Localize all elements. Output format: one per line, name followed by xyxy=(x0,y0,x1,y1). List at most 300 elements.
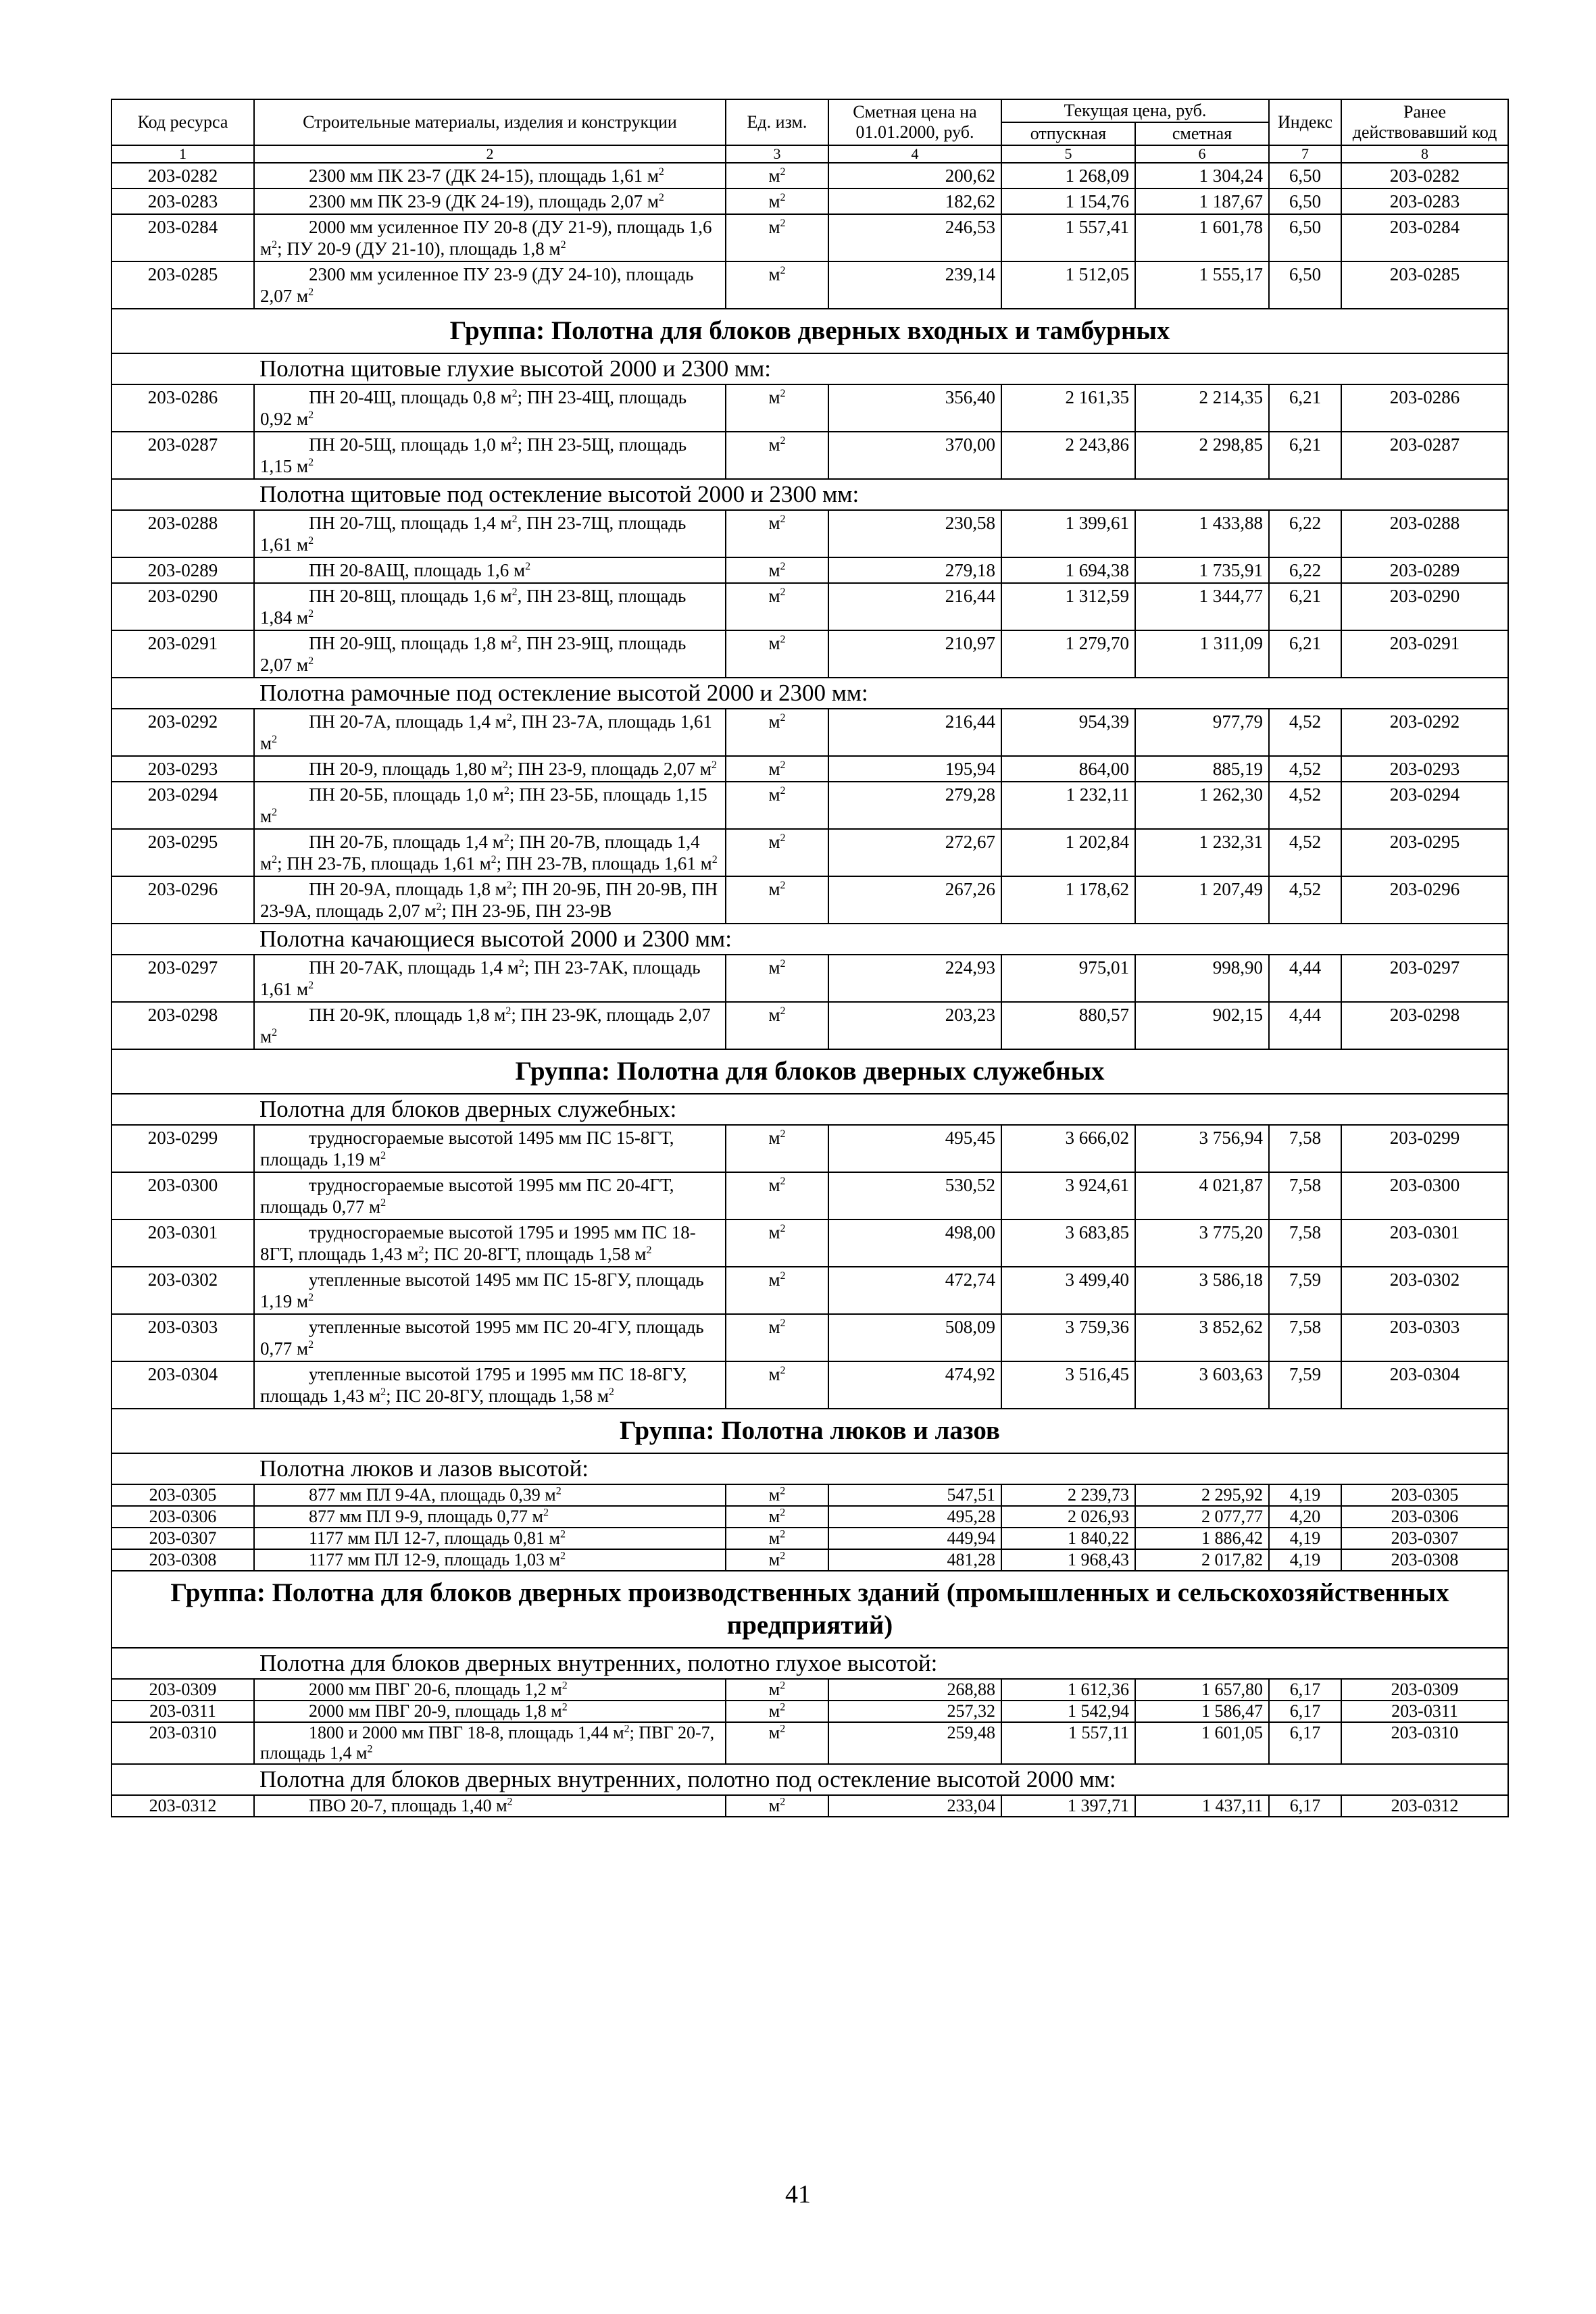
index-cell: 6,22 xyxy=(1269,510,1341,557)
estimate-price-cell: 1 304,24 xyxy=(1135,163,1269,188)
table-row xyxy=(111,214,1508,261)
column-number-row xyxy=(111,145,1508,163)
resource-code: 203-0292 xyxy=(111,709,254,756)
resource-code: 203-0301 xyxy=(111,1219,254,1267)
estimate-price-cell: 3 603,63 xyxy=(1135,1361,1269,1409)
material-name: 1800 и 2000 мм ПВГ 18-8, площадь 1,44 $м^2$; ПВГ 20-7, площадь 1,4 $м^2$ xyxy=(254,1722,726,1764)
material-name: ПН 20-8Щ, площадь 1,6 $м^2$, ПН 23-8Щ, площадь 1,84 $м^2$ xyxy=(254,583,726,630)
material-name: 2300 мм ПК 23-7 (ДК 24-15), площадь 1,61 $м^2$ xyxy=(254,163,726,188)
resource-code: 203-0288 xyxy=(111,510,254,557)
estimate-price-cell: 2 017,82 xyxy=(1135,1549,1269,1571)
index-cell: 4,52 xyxy=(1269,756,1341,782)
table-row xyxy=(111,1679,1508,1701)
prev-code-cell: 203-0310 xyxy=(1341,1722,1508,1764)
group-heading: Группа: Полотна для блоков дверных служебных xyxy=(111,1049,1508,1094)
base-price-cell: 224,93 xyxy=(828,955,1001,1002)
column-number: 4 xyxy=(828,145,1001,163)
estimate-price-cell: 977,79 xyxy=(1135,709,1269,756)
resource-code: 203-0306 xyxy=(111,1506,254,1528)
prev-code-cell: 203-0292 xyxy=(1341,709,1508,756)
unit-cell: $м^2$ xyxy=(726,955,828,1002)
resource-code: 203-0295 xyxy=(111,829,254,876)
estimate-price-cell: 3 756,94 xyxy=(1135,1125,1269,1172)
prev-code-cell: 203-0286 xyxy=(1341,384,1508,432)
estimate-price-cell: 885,19 xyxy=(1135,756,1269,782)
estimate-price-cell: 1 437,11 xyxy=(1135,1795,1269,1817)
unit-cell: $м^2$ xyxy=(726,261,828,309)
table-row xyxy=(111,1701,1508,1722)
table-row xyxy=(111,1722,1508,1764)
group-heading-row xyxy=(111,1049,1508,1094)
prev-code-cell: 203-0299 xyxy=(1341,1125,1508,1172)
resource-code: 203-0307 xyxy=(111,1528,254,1549)
column-number: 8 xyxy=(1341,145,1508,163)
unit-cell: $м^2$ xyxy=(726,1795,828,1817)
unit-cell: $м^2$ xyxy=(726,1506,828,1528)
release-price-cell: 3 516,45 xyxy=(1001,1361,1135,1409)
prev-code-cell: 203-0298 xyxy=(1341,1002,1508,1049)
release-price-cell: 864,00 xyxy=(1001,756,1135,782)
unit-cell: $м^2$ xyxy=(726,1701,828,1722)
subgroup-heading: Полотна для блоков дверных внутренних, полотно глухое высотой: xyxy=(111,1648,1508,1679)
base-price-cell: 279,28 xyxy=(828,782,1001,829)
prev-code-cell: 203-0291 xyxy=(1341,630,1508,678)
base-price-cell: 230,58 xyxy=(828,510,1001,557)
column-number: 6 xyxy=(1135,145,1269,163)
group-heading: Группа: Полотна для блоков дверных входных и тамбурных xyxy=(111,309,1508,353)
resource-code: 203-0299 xyxy=(111,1125,254,1172)
header-code: Код ресурса xyxy=(111,99,254,145)
base-price-cell: 474,92 xyxy=(828,1361,1001,1409)
estimate-price-cell: 1 344,77 xyxy=(1135,583,1269,630)
table-row xyxy=(111,782,1508,829)
table-row xyxy=(111,1506,1508,1528)
prev-code-cell: 203-0295 xyxy=(1341,829,1508,876)
resource-code: 203-0308 xyxy=(111,1549,254,1571)
resource-code: 203-0310 xyxy=(111,1722,254,1764)
base-price-cell: 257,32 xyxy=(828,1701,1001,1722)
index-cell: 7,59 xyxy=(1269,1361,1341,1409)
estimate-price-cell: 1 601,05 xyxy=(1135,1722,1269,1764)
material-name: ПН 20-4Щ, площадь 0,8 $м^2$; ПН 23-4Щ, площадь 0,92 $м^2$ xyxy=(254,384,726,432)
column-number: 2 xyxy=(254,145,726,163)
unit-cell: $м^2$ xyxy=(726,163,828,188)
table-body xyxy=(111,163,1508,1817)
material-name: 2000 мм ПВГ 20-9, площадь 1,8 $м^2$ xyxy=(254,1701,726,1722)
prev-code-cell: 203-0301 xyxy=(1341,1219,1508,1267)
estimate-price-cell: 2 214,35 xyxy=(1135,384,1269,432)
resource-code: 203-0296 xyxy=(111,876,254,924)
header-unit: Ед. изм. xyxy=(726,99,828,145)
release-price-cell: 1 202,84 xyxy=(1001,829,1135,876)
material-name: ПН 20-9, площадь 1,80 $м^2$; ПН 23-9, площадь 2,07 $м^2$ xyxy=(254,756,726,782)
estimate-price-cell: 1 207,49 xyxy=(1135,876,1269,924)
prev-code-cell: 203-0283 xyxy=(1341,188,1508,214)
material-name: ПН 20-7АК, площадь 1,4 $м^2$; ПН 23-7АК, площадь 1,61 $м^2$ xyxy=(254,955,726,1002)
index-cell: 7,59 xyxy=(1269,1267,1341,1314)
prev-code-cell: 203-0306 xyxy=(1341,1506,1508,1528)
resource-code: 203-0289 xyxy=(111,557,254,583)
material-name: ПН 20-7А, площадь 1,4 $м^2$, ПН 23-7А, площадь 1,61 $м^2$ xyxy=(254,709,726,756)
release-price-cell: 3 759,36 xyxy=(1001,1314,1135,1361)
prev-code-cell: 203-0289 xyxy=(1341,557,1508,583)
material-name: утепленные высотой 1795 и 1995 мм ПС 18-8ГУ, площадь 1,43 $м^2$; ПС 20-8ГУ, площадь 1,58 $м^2$ xyxy=(254,1361,726,1409)
group-heading-row xyxy=(111,1571,1508,1648)
unit-cell: $м^2$ xyxy=(726,1172,828,1219)
release-price-cell: 2 026,93 xyxy=(1001,1506,1135,1528)
resource-code: 203-0294 xyxy=(111,782,254,829)
unit-cell: $м^2$ xyxy=(726,1002,828,1049)
base-price-cell: 216,44 xyxy=(828,709,1001,756)
table-row xyxy=(111,583,1508,630)
resource-code: 203-0286 xyxy=(111,384,254,432)
base-price-cell: 508,09 xyxy=(828,1314,1001,1361)
resource-code: 203-0284 xyxy=(111,214,254,261)
table-row xyxy=(111,1267,1508,1314)
estimate-price-cell: 3 852,62 xyxy=(1135,1314,1269,1361)
header-name: Строительные материалы, изделия и конструкции xyxy=(254,99,726,145)
resource-code: 203-0309 xyxy=(111,1679,254,1701)
material-name: утепленные высотой 1495 мм ПС 15-8ГУ, площадь 1,19 $м^2$ xyxy=(254,1267,726,1314)
release-price-cell: 1 312,59 xyxy=(1001,583,1135,630)
release-price-cell: 1 154,76 xyxy=(1001,188,1135,214)
index-cell: 6,50 xyxy=(1269,261,1341,309)
unit-cell: $м^2$ xyxy=(726,1549,828,1571)
estimate-price-cell: 902,15 xyxy=(1135,1002,1269,1049)
release-price-cell: 3 924,61 xyxy=(1001,1172,1135,1219)
estimate-price-cell: 1 586,47 xyxy=(1135,1701,1269,1722)
material-name: утепленные высотой 1995 мм ПС 20-4ГУ, площадь 0,77 $м^2$ xyxy=(254,1314,726,1361)
prev-code-cell: 203-0305 xyxy=(1341,1484,1508,1506)
subgroup-heading: Полотна для блоков дверных служебных: xyxy=(111,1094,1508,1125)
resource-code: 203-0283 xyxy=(111,188,254,214)
index-cell: 4,19 xyxy=(1269,1484,1341,1506)
release-price-cell: 1 694,38 xyxy=(1001,557,1135,583)
release-price-cell: 1 178,62 xyxy=(1001,876,1135,924)
base-price-cell: 203,23 xyxy=(828,1002,1001,1049)
base-price-cell: 449,94 xyxy=(828,1528,1001,1549)
table-row xyxy=(111,1361,1508,1409)
prev-code-cell: 203-0284 xyxy=(1341,214,1508,261)
estimate-price-cell: 1 311,09 xyxy=(1135,630,1269,678)
release-price-cell: 1 557,41 xyxy=(1001,214,1135,261)
estimate-price-cell: 3 775,20 xyxy=(1135,1219,1269,1267)
index-cell: 4,19 xyxy=(1269,1528,1341,1549)
table-row xyxy=(111,1549,1508,1571)
resource-code: 203-0285 xyxy=(111,261,254,309)
base-price-cell: 495,28 xyxy=(828,1506,1001,1528)
header-current-price: Текущая цена, руб. xyxy=(1001,99,1269,122)
index-cell: 4,52 xyxy=(1269,876,1341,924)
table-row xyxy=(111,1528,1508,1549)
base-price-cell: 272,67 xyxy=(828,829,1001,876)
release-price-cell: 1 268,09 xyxy=(1001,163,1135,188)
unit-cell: $м^2$ xyxy=(726,709,828,756)
table-row xyxy=(111,1484,1508,1506)
prev-code-cell: 203-0293 xyxy=(1341,756,1508,782)
table-row xyxy=(111,709,1508,756)
estimate-price-cell: 1 232,31 xyxy=(1135,829,1269,876)
unit-cell: $м^2$ xyxy=(726,1219,828,1267)
unit-cell: $м^2$ xyxy=(726,1267,828,1314)
index-cell: 4,20 xyxy=(1269,1506,1341,1528)
index-cell: 6,22 xyxy=(1269,557,1341,583)
material-name: ПН 20-5Щ, площадь 1,0 $м^2$; ПН 23-5Щ, площадь 1,15 $м^2$ xyxy=(254,432,726,479)
index-cell: 6,21 xyxy=(1269,384,1341,432)
material-name: ПВО 20-7, площадь 1,40 $м^2$ xyxy=(254,1795,726,1817)
estimate-price-cell: 4 021,87 xyxy=(1135,1172,1269,1219)
subgroup-heading: Полотна щитовые глухие высотой 2000 и 2300 мм: xyxy=(111,353,1508,384)
table-row xyxy=(111,756,1508,782)
prev-code-cell: 203-0300 xyxy=(1341,1172,1508,1219)
estimate-price-cell: 1 433,88 xyxy=(1135,510,1269,557)
table-row xyxy=(111,1219,1508,1267)
table-row xyxy=(111,1002,1508,1049)
group-heading: Группа: Полотна для блоков дверных производственных зданий (промышленных и сельскохозяйственных предприятий) xyxy=(111,1571,1508,1648)
subgroup-heading-row xyxy=(111,924,1508,955)
prev-code-cell: 203-0290 xyxy=(1341,583,1508,630)
prev-code-cell: 203-0282 xyxy=(1341,163,1508,188)
unit-cell: $м^2$ xyxy=(726,630,828,678)
index-cell: 6,50 xyxy=(1269,163,1341,188)
estimate-price-cell: 1 601,78 xyxy=(1135,214,1269,261)
subgroup-heading: Полотна рамочные под остекление высотой 2000 и 2300 мм: xyxy=(111,678,1508,709)
header-release-price: отпускная xyxy=(1001,122,1135,145)
index-cell: 6,21 xyxy=(1269,432,1341,479)
index-cell: 4,52 xyxy=(1269,709,1341,756)
unit-cell: $м^2$ xyxy=(726,1722,828,1764)
release-price-cell: 2 239,73 xyxy=(1001,1484,1135,1506)
material-name: 877 мм ПЛ 9-4А, площадь 0,39 $м^2$ xyxy=(254,1484,726,1506)
resource-code: 203-0287 xyxy=(111,432,254,479)
table-row xyxy=(111,510,1508,557)
column-number: 7 xyxy=(1269,145,1341,163)
resource-code: 203-0312 xyxy=(111,1795,254,1817)
index-cell: 4,44 xyxy=(1269,1002,1341,1049)
resource-code: 203-0304 xyxy=(111,1361,254,1409)
table-row xyxy=(111,432,1508,479)
index-cell: 6,21 xyxy=(1269,583,1341,630)
index-cell: 6,17 xyxy=(1269,1722,1341,1764)
unit-cell: $м^2$ xyxy=(726,557,828,583)
material-name: ПН 20-5Б, площадь 1,0 $м^2$; ПН 23-5Б, площадь 1,15 $м^2$ xyxy=(254,782,726,829)
material-name: 1177 мм ПЛ 12-7, площадь 0,81 $м^2$ xyxy=(254,1528,726,1549)
subgroup-heading-row xyxy=(111,1453,1508,1484)
resource-code: 203-0291 xyxy=(111,630,254,678)
prev-code-cell: 203-0309 xyxy=(1341,1679,1508,1701)
unit-cell: $м^2$ xyxy=(726,782,828,829)
header-index: Индекс xyxy=(1269,99,1341,145)
release-price-cell: 1 232,11 xyxy=(1001,782,1135,829)
unit-cell: $м^2$ xyxy=(726,188,828,214)
table-row xyxy=(111,261,1508,309)
release-price-cell: 1 968,43 xyxy=(1001,1549,1135,1571)
subgroup-heading: Полотна щитовые под остекление высотой 2000 и 2300 мм: xyxy=(111,479,1508,510)
table-row xyxy=(111,1125,1508,1172)
release-price-cell: 975,01 xyxy=(1001,955,1135,1002)
index-cell: 6,17 xyxy=(1269,1701,1341,1722)
unit-cell: $м^2$ xyxy=(726,583,828,630)
base-price-cell: 239,14 xyxy=(828,261,1001,309)
release-price-cell: 1 840,22 xyxy=(1001,1528,1135,1549)
material-name: трудносгораемые высотой 1495 мм ПС 15-8ГТ, площадь 1,19 $м^2$ xyxy=(254,1125,726,1172)
resource-code: 203-0297 xyxy=(111,955,254,1002)
group-heading-row xyxy=(111,309,1508,353)
resource-code: 203-0302 xyxy=(111,1267,254,1314)
prev-code-cell: 203-0302 xyxy=(1341,1267,1508,1314)
index-cell: 4,52 xyxy=(1269,782,1341,829)
subgroup-heading-row xyxy=(111,1094,1508,1125)
base-price-cell: 259,48 xyxy=(828,1722,1001,1764)
release-price-cell: 2 243,86 xyxy=(1001,432,1135,479)
base-price-cell: 279,18 xyxy=(828,557,1001,583)
release-price-cell: 3 499,40 xyxy=(1001,1267,1135,1314)
material-name: 2300 мм усиленное ПУ 23-9 (ДУ 24-10), площадь 2,07 $м^2$ xyxy=(254,261,726,309)
release-price-cell: 1 397,71 xyxy=(1001,1795,1135,1817)
material-name: ПН 20-7Щ, площадь 1,4 $м^2$, ПН 23-7Щ, площадь 1,61 $м^2$ xyxy=(254,510,726,557)
prev-code-cell: 203-0287 xyxy=(1341,432,1508,479)
release-price-cell: 1 612,36 xyxy=(1001,1679,1135,1701)
index-cell: 4,52 xyxy=(1269,829,1341,876)
unit-cell: $м^2$ xyxy=(726,829,828,876)
index-cell: 7,58 xyxy=(1269,1219,1341,1267)
index-cell: 7,58 xyxy=(1269,1125,1341,1172)
material-name: ПН 20-9А, площадь 1,8 $м^2$; ПН 20-9Б, ПН 20-9В, ПН 23-9А, площадь 2,07 $м^2$; ПН 23-9Б, ПН 23-9В xyxy=(254,876,726,924)
price-table xyxy=(111,99,1509,1817)
column-number: 5 xyxy=(1001,145,1135,163)
estimate-price-cell: 2 295,92 xyxy=(1135,1484,1269,1506)
prev-code-cell: 203-0304 xyxy=(1341,1361,1508,1409)
material-name: 2300 мм ПК 23-9 (ДК 24-19), площадь 2,07 $м^2$ xyxy=(254,188,726,214)
prev-code-cell: 203-0307 xyxy=(1341,1528,1508,1549)
prev-code-cell: 203-0297 xyxy=(1341,955,1508,1002)
release-price-cell: 3 666,02 xyxy=(1001,1125,1135,1172)
resource-code: 203-0298 xyxy=(111,1002,254,1049)
subgroup-heading-row xyxy=(111,479,1508,510)
table-row xyxy=(111,829,1508,876)
release-price-cell: 3 683,85 xyxy=(1001,1219,1135,1267)
subgroup-heading: Полотна люков и лазов высотой: xyxy=(111,1453,1508,1484)
index-cell: 6,17 xyxy=(1269,1679,1341,1701)
base-price-cell: 495,45 xyxy=(828,1125,1001,1172)
index-cell: 6,50 xyxy=(1269,188,1341,214)
resource-code: 203-0293 xyxy=(111,756,254,782)
unit-cell: $м^2$ xyxy=(726,384,828,432)
resource-code: 203-0311 xyxy=(111,1701,254,1722)
column-number: 1 xyxy=(111,145,254,163)
release-price-cell: 1 279,70 xyxy=(1001,630,1135,678)
page-number: 41 xyxy=(785,2180,811,2209)
prev-code-cell: 203-0294 xyxy=(1341,782,1508,829)
resource-code: 203-0290 xyxy=(111,583,254,630)
resource-code: 203-0282 xyxy=(111,163,254,188)
unit-cell: $м^2$ xyxy=(726,214,828,261)
release-price-cell: 2 161,35 xyxy=(1001,384,1135,432)
material-name: трудносгораемые высотой 1795 и 1995 мм ПС 18-8ГТ, площадь 1,43 $м^2$; ПС 20-8ГТ, площадь 1,58 $м^2$ xyxy=(254,1219,726,1267)
table-row xyxy=(111,876,1508,924)
estimate-price-cell: 3 586,18 xyxy=(1135,1267,1269,1314)
unit-cell: $м^2$ xyxy=(726,756,828,782)
subgroup-heading-row xyxy=(111,1764,1508,1795)
release-price-cell: 1 512,05 xyxy=(1001,261,1135,309)
prev-code-cell: 203-0303 xyxy=(1341,1314,1508,1361)
estimate-price-cell: 2 077,77 xyxy=(1135,1506,1269,1528)
base-price-cell: 195,94 xyxy=(828,756,1001,782)
unit-cell: $м^2$ xyxy=(726,1361,828,1409)
subgroup-heading-row xyxy=(111,678,1508,709)
table-row xyxy=(111,384,1508,432)
base-price-cell: 498,00 xyxy=(828,1219,1001,1267)
material-name: трудносгораемые высотой 1995 мм ПС 20-4ГТ, площадь 0,77 $м^2$ xyxy=(254,1172,726,1219)
subgroup-heading-row xyxy=(111,1648,1508,1679)
table-row xyxy=(111,163,1508,188)
index-cell: 6,21 xyxy=(1269,630,1341,678)
base-price-cell: 356,40 xyxy=(828,384,1001,432)
table-row xyxy=(111,630,1508,678)
resource-code: 203-0305 xyxy=(111,1484,254,1506)
unit-cell: $м^2$ xyxy=(726,1314,828,1361)
base-price-cell: 472,74 xyxy=(828,1267,1001,1314)
material-name: ПН 20-9Щ, площадь 1,8 $м^2$, ПН 23-9Щ, площадь 2,07 $м^2$ xyxy=(254,630,726,678)
table-row xyxy=(111,188,1508,214)
base-price-cell: 547,51 xyxy=(828,1484,1001,1506)
material-name: 2000 мм усиленное ПУ 20-8 (ДУ 21-9), площадь 1,6 $м^2$; ПУ 20-9 (ДУ 21-10), площадь 1,8 $м^2$ xyxy=(254,214,726,261)
column-number: 3 xyxy=(726,145,828,163)
table-row xyxy=(111,1314,1508,1361)
header-row xyxy=(111,99,1508,122)
base-price-cell: 216,44 xyxy=(828,583,1001,630)
subgroup-heading-row xyxy=(111,353,1508,384)
unit-cell: $м^2$ xyxy=(726,510,828,557)
material-name: 1177 мм ПЛ 12-9, площадь 1,03 $м^2$ xyxy=(254,1549,726,1571)
release-price-cell: 1 557,11 xyxy=(1001,1722,1135,1764)
table-row xyxy=(111,955,1508,1002)
estimate-price-cell: 2 298,85 xyxy=(1135,432,1269,479)
base-price-cell: 267,26 xyxy=(828,876,1001,924)
release-price-cell: 1 542,94 xyxy=(1001,1701,1135,1722)
release-price-cell: 880,57 xyxy=(1001,1002,1135,1049)
base-price-cell: 481,28 xyxy=(828,1549,1001,1571)
base-price-cell: 246,53 xyxy=(828,214,1001,261)
prev-code-cell: 203-0312 xyxy=(1341,1795,1508,1817)
unit-cell: $м^2$ xyxy=(726,1125,828,1172)
index-cell: 4,44 xyxy=(1269,955,1341,1002)
header-estimate-price: сметная xyxy=(1135,122,1269,145)
header-base-price: Сметная цена на 01.01.2000, руб. xyxy=(828,99,1001,145)
subgroup-heading: Полотна качающиеся высотой 2000 и 2300 мм: xyxy=(111,924,1508,955)
estimate-price-cell: 1 886,42 xyxy=(1135,1528,1269,1549)
unit-cell: $м^2$ xyxy=(726,1484,828,1506)
base-price-cell: 200,62 xyxy=(828,163,1001,188)
price-sheet xyxy=(111,99,1507,1817)
material-name: ПН 20-8АЩ, площадь 1,6 $м^2$ xyxy=(254,557,726,583)
prev-code-cell: 203-0311 xyxy=(1341,1701,1508,1722)
base-price-cell: 370,00 xyxy=(828,432,1001,479)
estimate-price-cell: 1 187,67 xyxy=(1135,188,1269,214)
index-cell: 4,19 xyxy=(1269,1549,1341,1571)
table-row xyxy=(111,1795,1508,1817)
unit-cell: $м^2$ xyxy=(726,1528,828,1549)
index-cell: 6,17 xyxy=(1269,1795,1341,1817)
release-price-cell: 1 399,61 xyxy=(1001,510,1135,557)
subgroup-heading: Полотна для блоков дверных внутренних, полотно под остекление высотой 2000 мм: xyxy=(111,1764,1508,1795)
index-cell: 7,58 xyxy=(1269,1172,1341,1219)
base-price-cell: 182,62 xyxy=(828,188,1001,214)
prev-code-cell: 203-0288 xyxy=(1341,510,1508,557)
material-name: 2000 мм ПВГ 20-6, площадь 1,2 $м^2$ xyxy=(254,1679,726,1701)
release-price-cell: 954,39 xyxy=(1001,709,1135,756)
unit-cell: $м^2$ xyxy=(726,876,828,924)
